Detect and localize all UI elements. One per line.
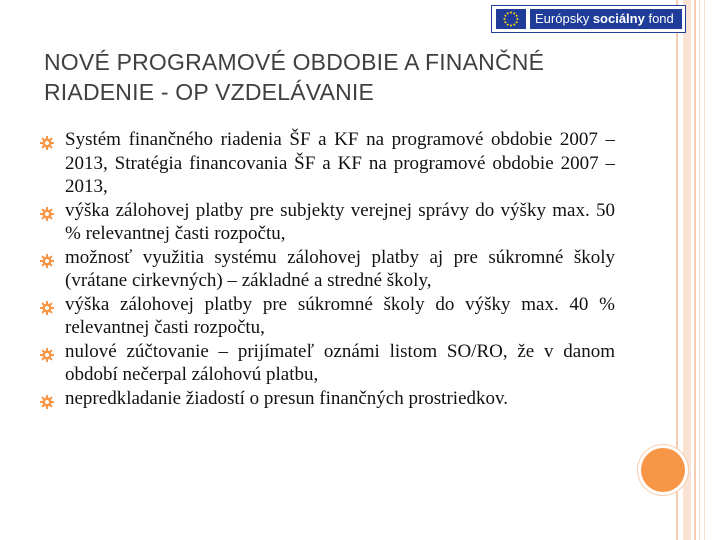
list-item: výška zálohovej platby pre subjekty verejnej správy do výšky max. 50 % relevantnej časti rozpočtu, — [40, 199, 615, 246]
page-title — [44, 47, 644, 107]
gear-icon — [40, 392, 54, 406]
gear-icon — [40, 133, 54, 147]
eu-flag-icon — [496, 9, 526, 29]
list-item: Systém finančného riadenia ŠF a KF na programové obdobie 2007 – 2013, Stratégia financovania ŠF a KF na programové obdobie 2007 – 2013, — [40, 128, 615, 199]
gear-icon — [40, 251, 54, 265]
decorative-circle — [641, 448, 685, 492]
gear-icon — [40, 298, 54, 312]
decorative-stripe — [699, 0, 700, 540]
list-item: možnosť využitia systému zálohovej platby aj pre súkromné školy (vrátane cirkevných) – základné a stredné školy, — [40, 246, 615, 293]
title-line-2: RIADENIE - OP VZDELÁVANIE — [44, 79, 375, 105]
list-item: nulové zúčtovanie – prijímateľ oznámi listom SO/RO, že v danom období nečerpal zálohovú platbu, — [40, 340, 615, 387]
eu-logo — [491, 5, 686, 33]
decorative-stripe — [704, 0, 705, 540]
title-line-1: NOVÉ PROGRAMOVÉ OBDOBIE A FINANČNÉ — [44, 49, 545, 75]
list-item: výška zálohovej platby pre súkromné školy do výšky max. 40 % relevantnej časti rozpočtu, — [40, 293, 615, 340]
decorative-stripe — [683, 0, 691, 540]
list-item: nepredkladanie žiadostí o presun finančných prostriedkov. — [40, 387, 615, 411]
gear-icon — [40, 345, 54, 359]
bullet-list — [40, 128, 615, 410]
gear-icon — [40, 204, 54, 218]
eu-logo-text: Európsky sociálny fond — [530, 9, 682, 29]
decorative-stripe — [694, 0, 696, 540]
